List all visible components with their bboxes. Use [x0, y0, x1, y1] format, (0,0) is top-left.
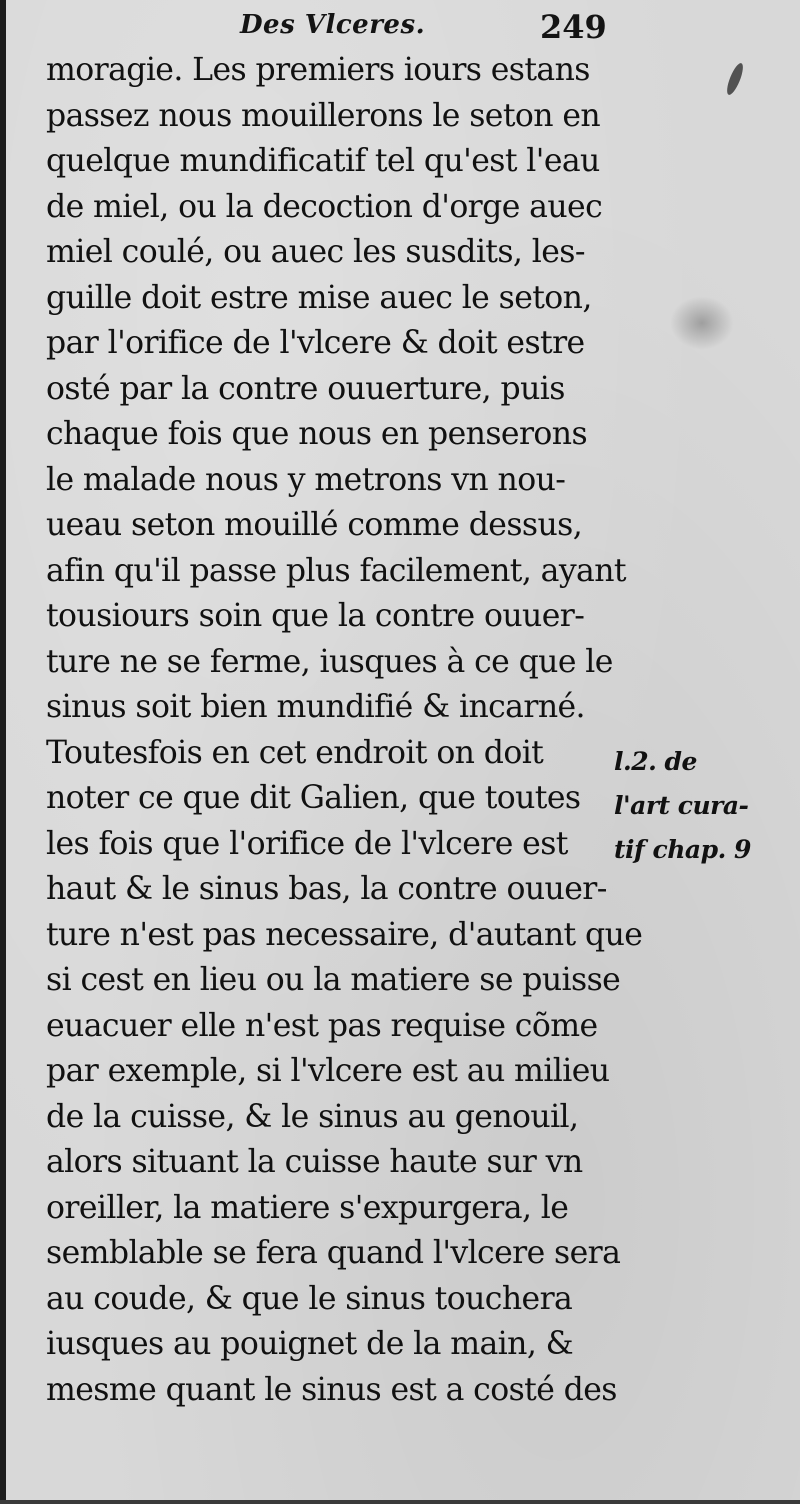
text-line: miel coulé, ou auec les susdits, les- [46, 234, 585, 270]
margin-note-line: l.2. de [614, 747, 697, 776]
text-line: oreiller, la matiere s'expurgera, le [46, 1189, 569, 1226]
ink-mark [724, 61, 746, 96]
text-line: guille doit estre mise auec le seton, [46, 279, 592, 316]
text-line: ture ne se ferme, iusques à ce que le [46, 643, 613, 680]
text-line: osté par la contre ouuerture, puis [46, 370, 565, 407]
text-line: le malade nous y metrons vn nou- [46, 461, 566, 498]
text-line: ture n'est pas necessaire, d'autant que [46, 916, 643, 953]
text-line: iusques au pouignet de la main, & [46, 1326, 574, 1362]
text-line: par l'orifice de l'vlcere & doit estre [46, 325, 585, 361]
paper-stain [670, 296, 734, 350]
text-line: euacuer elle n'est pas requise cõme [46, 1007, 598, 1044]
text-line: de miel, ou la decoction d'orge auec [46, 188, 603, 225]
text-line: les fois que l'orifice de l'vlcere est [46, 825, 568, 862]
text-line: noter ce que dit Galien, que toutes [46, 780, 581, 816]
text-line: tousiours soin que la contre ouuer- [46, 598, 585, 634]
text-line: quelque mundificatif tel qu'est l'eau [46, 143, 600, 179]
text-line: Toutesfois en cet endroit on doit [46, 734, 544, 771]
margin-note-line: l'art cura- [614, 791, 749, 820]
page-number: 249 [540, 8, 607, 46]
text-line: si cest en lieu ou la matiere se puisse [46, 962, 621, 998]
running-head: Des Vlceres. [240, 10, 426, 40]
text-line: au coude, & que le sinus touchera [46, 1280, 573, 1317]
text-line: mesme quant le sinus est a costé des [46, 1371, 617, 1408]
text-line: haut & le sinus bas, la contre ouuer- [46, 871, 607, 907]
text-line: alors situant la cuisse haute sur vn [46, 1144, 583, 1180]
text-line: semblable se fera quand l'vlcere sera [46, 1235, 621, 1271]
margin-note [614, 740, 751, 872]
text-line: chaque fois que nous en penserons [46, 416, 588, 452]
page-left-edge [0, 0, 6, 1504]
text-line: de la cuisse, & le sinus au genouil, [46, 1098, 579, 1135]
text-line: sinus soit bien mundifié & incarné. [46, 689, 585, 725]
body-text [46, 48, 643, 1413]
text-line: moragie. Les premiers iours estans [46, 52, 590, 88]
text-line: par exemple, si l'vlcere est au milieu [46, 1053, 610, 1089]
text-line: afin qu'il passe plus facilement, ayant [46, 552, 626, 589]
margin-note-line: tif chap. 9 [614, 835, 751, 864]
page-bottom-edge [0, 1500, 800, 1504]
text-line: passez nous mouillerons le seton en [46, 97, 601, 134]
text-line: ueau seton mouillé comme dessus, [46, 507, 583, 543]
